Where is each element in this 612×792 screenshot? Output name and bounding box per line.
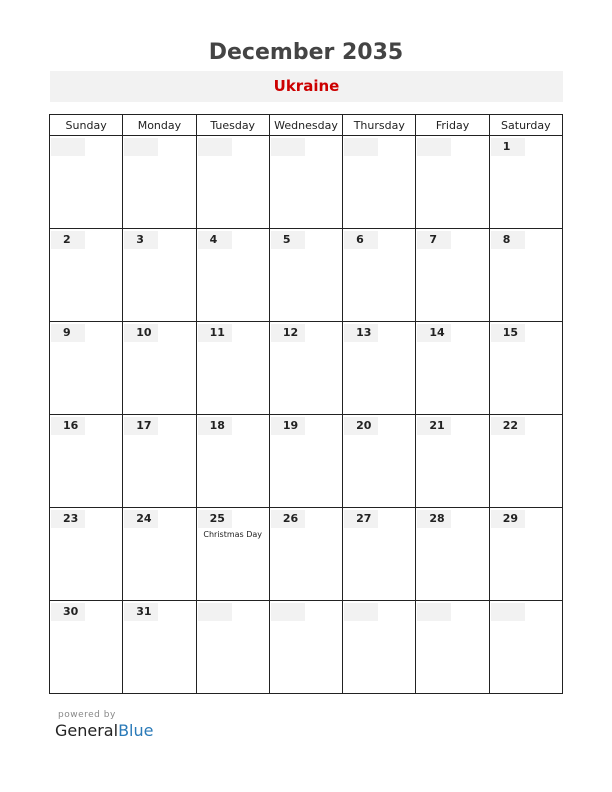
weekday-monday: Monday bbox=[123, 115, 196, 136]
day-number: 13 bbox=[344, 324, 378, 342]
country-name: Ukraine bbox=[273, 77, 340, 95]
day-cell bbox=[196, 415, 269, 508]
day-number: 28 bbox=[417, 510, 451, 528]
day-cell bbox=[196, 508, 269, 601]
day-number bbox=[271, 138, 305, 156]
weekday-sunday: Sunday bbox=[50, 115, 123, 136]
day-cell bbox=[196, 322, 269, 415]
day-number: 1 bbox=[491, 138, 525, 156]
day-number: 15 bbox=[491, 324, 525, 342]
day-cell bbox=[489, 229, 562, 322]
day-number: 8 bbox=[491, 231, 525, 249]
day-number: 20 bbox=[344, 417, 378, 435]
day-cell bbox=[50, 229, 123, 322]
day-number: 7 bbox=[417, 231, 451, 249]
day-cell bbox=[123, 322, 196, 415]
holiday-label: Christmas Day bbox=[203, 530, 263, 539]
day-cell bbox=[196, 136, 269, 229]
calendar-title: December 2035 bbox=[208, 40, 404, 65]
day-number: 4 bbox=[198, 231, 232, 249]
day-number bbox=[491, 603, 525, 621]
week-row bbox=[50, 229, 563, 322]
day-number bbox=[271, 603, 305, 621]
day-number: 24 bbox=[124, 510, 158, 528]
day-number: 22 bbox=[491, 417, 525, 435]
day-cell bbox=[269, 229, 342, 322]
day-cell bbox=[489, 322, 562, 415]
day-number: 29 bbox=[491, 510, 525, 528]
day-cell bbox=[123, 508, 196, 601]
powered-by-label: powered by bbox=[58, 710, 116, 720]
day-cell bbox=[343, 601, 416, 694]
weekday-friday: Friday bbox=[416, 115, 489, 136]
weekday-wednesday: Wednesday bbox=[269, 115, 342, 136]
weekday-thursday: Thursday bbox=[343, 115, 416, 136]
day-cell bbox=[416, 508, 489, 601]
day-cell bbox=[123, 415, 196, 508]
day-number bbox=[198, 603, 232, 621]
day-cell bbox=[343, 415, 416, 508]
day-cell bbox=[343, 229, 416, 322]
day-number bbox=[124, 138, 158, 156]
day-cell bbox=[196, 601, 269, 694]
day-number: 21 bbox=[417, 417, 451, 435]
day-number bbox=[417, 603, 451, 621]
day-cell bbox=[123, 136, 196, 229]
day-number: 27 bbox=[344, 510, 378, 528]
week-row bbox=[50, 415, 563, 508]
day-number bbox=[417, 138, 451, 156]
brand-logo bbox=[55, 721, 153, 740]
day-cell bbox=[50, 136, 123, 229]
country-banner bbox=[50, 71, 563, 102]
day-cell bbox=[343, 508, 416, 601]
day-cell bbox=[269, 136, 342, 229]
brand-general: General bbox=[55, 721, 119, 740]
day-cell bbox=[416, 415, 489, 508]
day-number: 12 bbox=[271, 324, 305, 342]
day-number: 23 bbox=[51, 510, 85, 528]
day-number: 26 bbox=[271, 510, 305, 528]
day-cell bbox=[343, 322, 416, 415]
day-cell bbox=[489, 508, 562, 601]
day-number: 9 bbox=[51, 324, 85, 342]
day-number: 3 bbox=[124, 231, 158, 249]
day-cell bbox=[50, 601, 123, 694]
week-row bbox=[50, 322, 563, 415]
day-cell bbox=[416, 136, 489, 229]
brand-blue: Blue bbox=[118, 721, 154, 740]
day-cell bbox=[489, 601, 562, 694]
day-cell bbox=[123, 601, 196, 694]
day-cell bbox=[196, 229, 269, 322]
day-number bbox=[51, 138, 85, 156]
weekday-header-row bbox=[50, 115, 563, 136]
day-number: 16 bbox=[51, 417, 85, 435]
week-row bbox=[50, 508, 563, 601]
day-number: 18 bbox=[198, 417, 232, 435]
weekday-saturday: Saturday bbox=[489, 115, 562, 136]
day-cell bbox=[489, 415, 562, 508]
day-number: 25 bbox=[198, 510, 232, 528]
week-row bbox=[50, 136, 563, 229]
day-number bbox=[344, 138, 378, 156]
day-number: 30 bbox=[51, 603, 85, 621]
day-cell bbox=[416, 322, 489, 415]
day-number: 6 bbox=[344, 231, 378, 249]
day-number: 14 bbox=[417, 324, 451, 342]
day-cell bbox=[343, 136, 416, 229]
week-row bbox=[50, 601, 563, 694]
day-cell bbox=[50, 415, 123, 508]
day-number bbox=[198, 138, 232, 156]
day-number: 10 bbox=[124, 324, 158, 342]
day-number bbox=[344, 603, 378, 621]
day-cell bbox=[50, 508, 123, 601]
day-cell bbox=[269, 322, 342, 415]
day-number: 31 bbox=[124, 603, 158, 621]
day-cell bbox=[269, 601, 342, 694]
day-cell bbox=[50, 322, 123, 415]
day-cell bbox=[269, 415, 342, 508]
day-number: 19 bbox=[271, 417, 305, 435]
day-cell bbox=[123, 229, 196, 322]
weekday-tuesday: Tuesday bbox=[196, 115, 269, 136]
day-number: 5 bbox=[271, 231, 305, 249]
day-number: 11 bbox=[198, 324, 232, 342]
day-cell bbox=[269, 508, 342, 601]
day-number: 17 bbox=[124, 417, 158, 435]
day-cell bbox=[416, 601, 489, 694]
day-cell bbox=[489, 136, 562, 229]
calendar-grid bbox=[49, 114, 563, 694]
day-cell bbox=[416, 229, 489, 322]
day-number: 2 bbox=[51, 231, 85, 249]
